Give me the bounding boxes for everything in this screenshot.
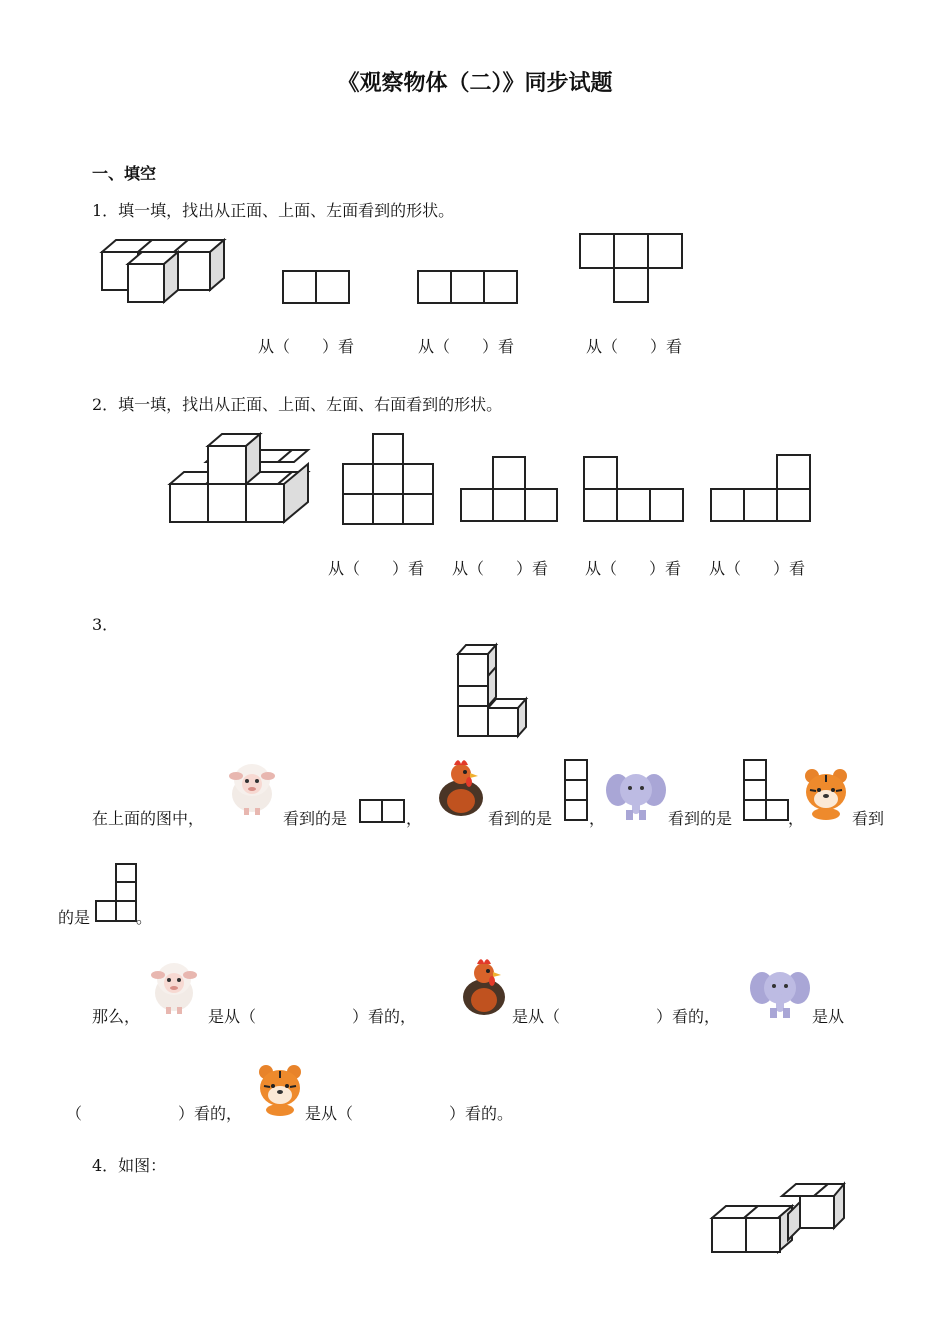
q3-solid-figure [455,642,527,740]
page-title: 《观察物体（二）》同步试题 [337,71,613,96]
tiger-icon [802,766,850,820]
q2-view-b [460,455,560,525]
q2-answer-1[interactable]: 从（ ）看 [328,559,425,578]
q4-solid-figure [710,1180,850,1256]
sheep-icon [224,756,280,816]
q3-sheep-answer[interactable]: 是从（ ）看的， [208,1007,417,1026]
q3-elephant-answer-start: 是从 [812,1007,845,1026]
q2-answer-4[interactable]: 从（ ）看 [709,559,806,578]
tiger-icon-2 [256,1062,304,1118]
q3-seen-3: 看到的是 [668,809,733,828]
q3-tiger-answer[interactable]: 是从（ ）看的。 [305,1104,514,1123]
q1-prompt: 1．填一填，找出从正面、上面、左面看到的形状。 [92,201,455,220]
sheep-icon-2 [148,955,200,1015]
q4-prompt: 4．如图： [92,1156,167,1175]
q2-solid-figure [168,430,313,526]
q3-intro: 在上面的图中， [92,809,205,828]
q3-seen-1: 看到的是 [283,809,348,828]
rooster-icon-2 [460,953,508,1017]
tiger-view-shape [94,862,140,924]
q3-comma-1: ， [406,809,423,828]
q2-view-c [583,455,687,525]
q3-seen-4-part: 看到 [852,809,885,828]
q3-number: 3． [92,615,119,634]
q2-view-a [342,432,436,526]
q1-answer-2[interactable]: 从（ ）看 [418,337,515,356]
q1-answer-3[interactable]: 从（ ）看 [586,337,683,356]
q3-therefore: 那么， [92,1007,141,1026]
q2-view-d [710,453,814,525]
elephant-icon [606,766,666,822]
q1-solid-figure [100,238,235,308]
q3-comma-2: ， [589,809,606,828]
q3-seen-4-rest: 的是 [58,908,91,927]
q3-comma-3: ， [788,809,805,828]
q2-answer-3[interactable]: 从（ ）看 [585,559,682,578]
q1-view-c [578,232,686,304]
q1-view-b [416,269,520,305]
q2-answer-2[interactable]: 从（ ）看 [452,559,549,578]
q1-view-a [281,269,351,305]
q1-answer-1[interactable]: 从（ ）看 [258,337,355,356]
section-heading: 一、填空 [92,164,157,183]
q3-line2-end: 。 [136,908,153,927]
elephant-view-shape [742,758,790,824]
elephant-icon-2 [750,964,810,1020]
rooster-view-shape [563,758,589,824]
q2-prompt: 2．填一填，找出从正面、上面、左面、右面看到的形状。 [92,395,503,414]
q3-elephant-answer-rest[interactable]: （ ）看的， [66,1104,243,1123]
q3-rooster-answer[interactable]: 是从（ ）看的， [512,1007,721,1026]
sheep-view-shape [358,798,406,824]
q3-seen-2: 看到的是 [488,809,553,828]
rooster-icon [436,756,486,818]
